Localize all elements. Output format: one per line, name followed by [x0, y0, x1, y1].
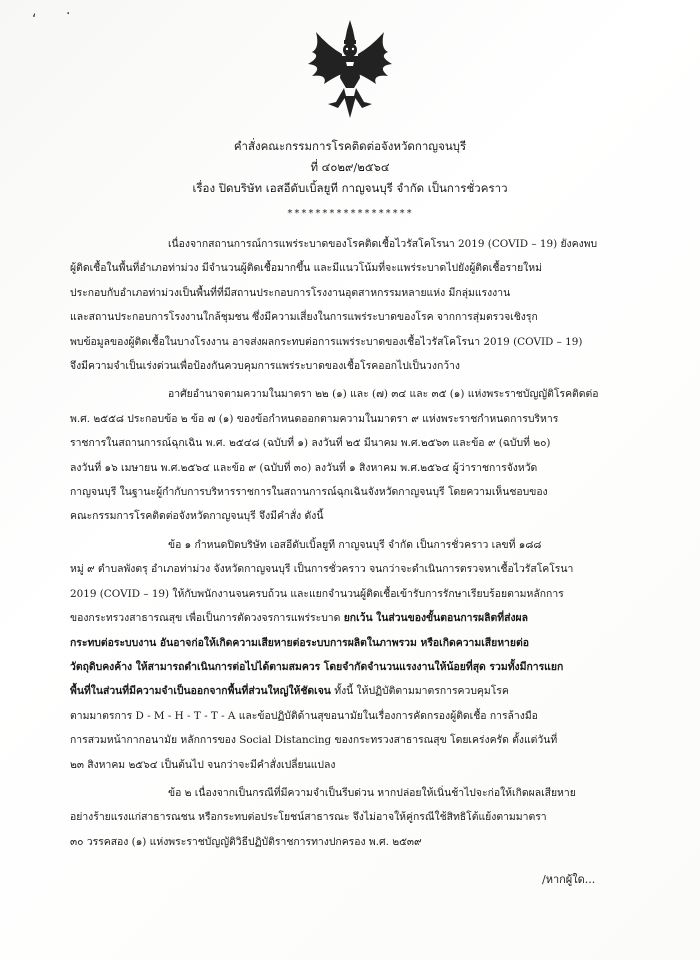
- order-number: ที่ ๔๐๒๙/๒๕๖๔: [310, 160, 390, 174]
- text-line: [70, 256, 650, 280]
- line-text: ตามมาตรการ D - M - H - T - T - A และข้อปฏิบัติด้านสุขอนามัยในเรื่องการคัดกรองผู้ติดเชื้อ การล้างมือ: [70, 709, 538, 722]
- text-line: [70, 582, 650, 606]
- scan-mark: ·: [66, 6, 71, 22]
- line-text: ของกระทรวงสาธารณสุข เพื่อเป็นการตัดวงจรการแพร่ระบาด: [70, 612, 344, 625]
- text-line: [70, 805, 650, 829]
- line-text: อย่างร้ายแรงแก่สาธารณชน หรือกระทบต่อประโยชน์สาธารณะ จึงไม่อาจให้คู่กรณีใช้สิทธิโต้แย้งตามมาตรา: [70, 811, 547, 824]
- text-line: [70, 781, 650, 805]
- text-line: [70, 281, 650, 305]
- continuation-note: /หากผู้ใด...: [542, 873, 596, 886]
- line-text: ๒๓ สิงหาคม ๒๕๖๔ เป็นต้นไป จนกว่าจะมีคำสั่งเปลี่ยนแปลง: [70, 758, 336, 771]
- line-text: จึงมีความจำเป็นเร่งด่วนเพื่อป้องกันควบคุมการแพร่ระบาดของเชื้อโรคออกไปเป็นวงกว้าง: [70, 360, 461, 373]
- text-line: [70, 407, 650, 431]
- line-text: ลงวันที่ ๑๖ เมษายน พ.ศ.๒๕๖๔ และข้อ ๙ (ฉบับที่ ๓๐) ลงวันที่ ๑ สิงหาคม พ.ศ.๒๕๖๔ ผู้ว่าราชการจังหวัด: [70, 461, 538, 474]
- text-line: [70, 354, 650, 378]
- garuda-emblem-icon: [298, 18, 402, 120]
- line-text: ผู้ติดเชื้อในพื้นที่อำเภอท่าม่วง มีจำนวนผู้ติดเชื้อมากขึ้น และมีแนวโน้มที่จะแพร่ระบาดไปยังผู้ติดเชื้อรายใหม่: [70, 262, 542, 275]
- emphasized-text: วัตถุดิบคงค้าง ให้สามารถดำเนินการต่อไปได้ตามสมควร โดยจำกัดจำนวนแรงงานให้น้อยที่สุด รวมทั้งมีการแยก: [70, 660, 564, 673]
- text-line: [70, 557, 650, 581]
- paragraph: [70, 232, 650, 378]
- line-text: ประกอบกับอำเภอท่าม่วงเป็นพื้นที่ที่มีสถานประกอบการโรงงานอุตสาหกรรมหลายแห่ง มีกลุ่มแรงงาน: [70, 286, 511, 299]
- paragraph: [70, 533, 650, 777]
- text-line: [70, 631, 650, 655]
- text-line: [70, 382, 650, 406]
- text-line: [70, 330, 650, 354]
- text-line: [70, 606, 650, 630]
- text-line: [70, 456, 650, 480]
- text-line: [70, 753, 650, 777]
- line-text: อาศัยอำนาจตามความในมาตรา ๒๒ (๑) และ (๗) ๓๔ และ ๓๕ (๑) แห่งพระราชบัญญัติโรคติดต่อ: [168, 388, 599, 401]
- text-line: [70, 431, 650, 455]
- line-text: พบข้อมูลของผู้ติดเชื้อในบางโรงงาน อาจส่งผลกระทบต่อการแพร่ระบาดของเชื้อไวรัสโคโรนา 2019 (COVID – 19): [70, 335, 583, 348]
- line-text: หมู่ ๙ ตำบลพังตรุ อำเภอท่าม่วง จังหวัดกาญจนบุรี เป็นการชั่วคราว จนกว่าจะดำเนินการตรวจหาเชื้อไวรัสโคโรนา: [70, 563, 574, 576]
- paragraph: [70, 382, 650, 528]
- document-body: [70, 232, 650, 858]
- text-line: [70, 305, 650, 329]
- line-text: เนื่องจากสถานการณ์การแพร่ระบาดของโรคติดเชื้อไวรัสโคโรนา 2019 (COVID – 19) ยังคงพบ: [168, 238, 598, 250]
- emphasized-text: พื้นที่ในส่วนที่มีความจำเป็นออกจากพื้นที่ส่วนใหญ่ให้ชัดเจน: [70, 685, 331, 698]
- text-line: [70, 728, 650, 752]
- line-text: คณะกรรมการโรคติดต่อจังหวัดกาญจนบุรี จึงมีคำสั่ง ดังนี้: [70, 510, 324, 523]
- line-text: ราชการในสถานการณ์ฉุกเฉิน พ.ศ. ๒๕๔๘ (ฉบับที่ ๑) ลงวันที่ ๒๕ มีนาคม พ.ศ.๒๕๖๓ และข้อ ๙ (ฉบับที่ ๒๐): [70, 437, 551, 450]
- order-title: คำสั่งคณะกรรมการโรคติดต่อจังหวัดกาญจนบุรี: [233, 139, 467, 153]
- line-text: และสถานประกอบการโรงงานใกล้ชุมชน ซึ่งมีความเสี่ยงในการแพร่ระบาดของโรค จากการสุ่มตรวจเชิงรุก: [70, 311, 538, 324]
- order-subject: เรื่อง ปิดบริษัท เอสอีดับเบิ้ลยูที กาญจนบุรี จำกัด เป็นการชั่วคราว: [192, 181, 508, 195]
- text-line: [70, 504, 650, 528]
- line-text: กาญจนบุรี ในฐานะผู้กำกับการบริหารราชการในสถานการณ์ฉุกเฉินจังหวัดกาญจนบุรี โดยความเห็นชอบของ: [70, 486, 548, 499]
- emphasized-text: ยกเว้น ในส่วนของขั้นตอนการผลิตที่ส่งผล: [343, 612, 528, 625]
- line-text: พ.ศ. ๒๕๕๘ ประกอบข้อ ๒ ข้อ ๗ (๑) ของข้อกำหนดออกตามความในมาตรา ๙ แห่งพระราชกำหนดการบริหาร: [70, 412, 559, 425]
- text-line: [70, 480, 650, 504]
- paragraph: [70, 781, 650, 854]
- line-text: 2019 (COVID – 19) ให้กับพนักงานจนครบถ้วน และแยกจำนวนผู้ติดเชื้อเข้ารับการรักษาเรียบร้อยตามหลักการ: [70, 587, 564, 600]
- text-line: [70, 533, 650, 557]
- document-header: [150, 136, 550, 199]
- line-text: ๓๐ วรรคสอง (๑) แห่งพระราชบัญญัติวิธีปฏิบัติราชการทางปกครอง พ.ศ. ๒๕๓๙: [70, 835, 422, 848]
- line-text: ข้อ ๑ กำหนดปิดบริษัท เอสอีดับเบิ้ลยูที กาญจนบุรี จำกัด เป็นการชั่วคราว เลขที่ ๑๘๘: [168, 538, 542, 551]
- header-divider: ******************: [286, 208, 414, 219]
- text-line: [70, 232, 650, 256]
- text-line: [70, 704, 650, 728]
- line-text: การสวมหน้ากากอนามัย หลักการของ Social Distancing ของกระทรวงสาธารณสุข โดยเคร่งครัด ตั้งแต่วันที่: [70, 734, 558, 747]
- scan-mark: ‘: [32, 12, 37, 28]
- text-line: [70, 679, 650, 703]
- emphasized-text: กระทบต่อระบบงาน อันอาจก่อให้เกิดความเสียหายต่อระบบการผลิตในภาพรวม หรือเกิดความเสียหายต่อ: [70, 636, 529, 649]
- line-text: ข้อ ๒ เนื่องจากเป็นกรณีที่มีความจำเป็นรีบด่วน หากปล่อยให้เนิ่นช้าไปจะก่อให้เกิดผลเสียหาย: [168, 786, 576, 799]
- text-line: [70, 655, 650, 679]
- line-text: ทั้งนี้ ให้ปฏิบัติตามมาตรการควบคุมโรค: [330, 685, 509, 698]
- text-line: [70, 830, 650, 854]
